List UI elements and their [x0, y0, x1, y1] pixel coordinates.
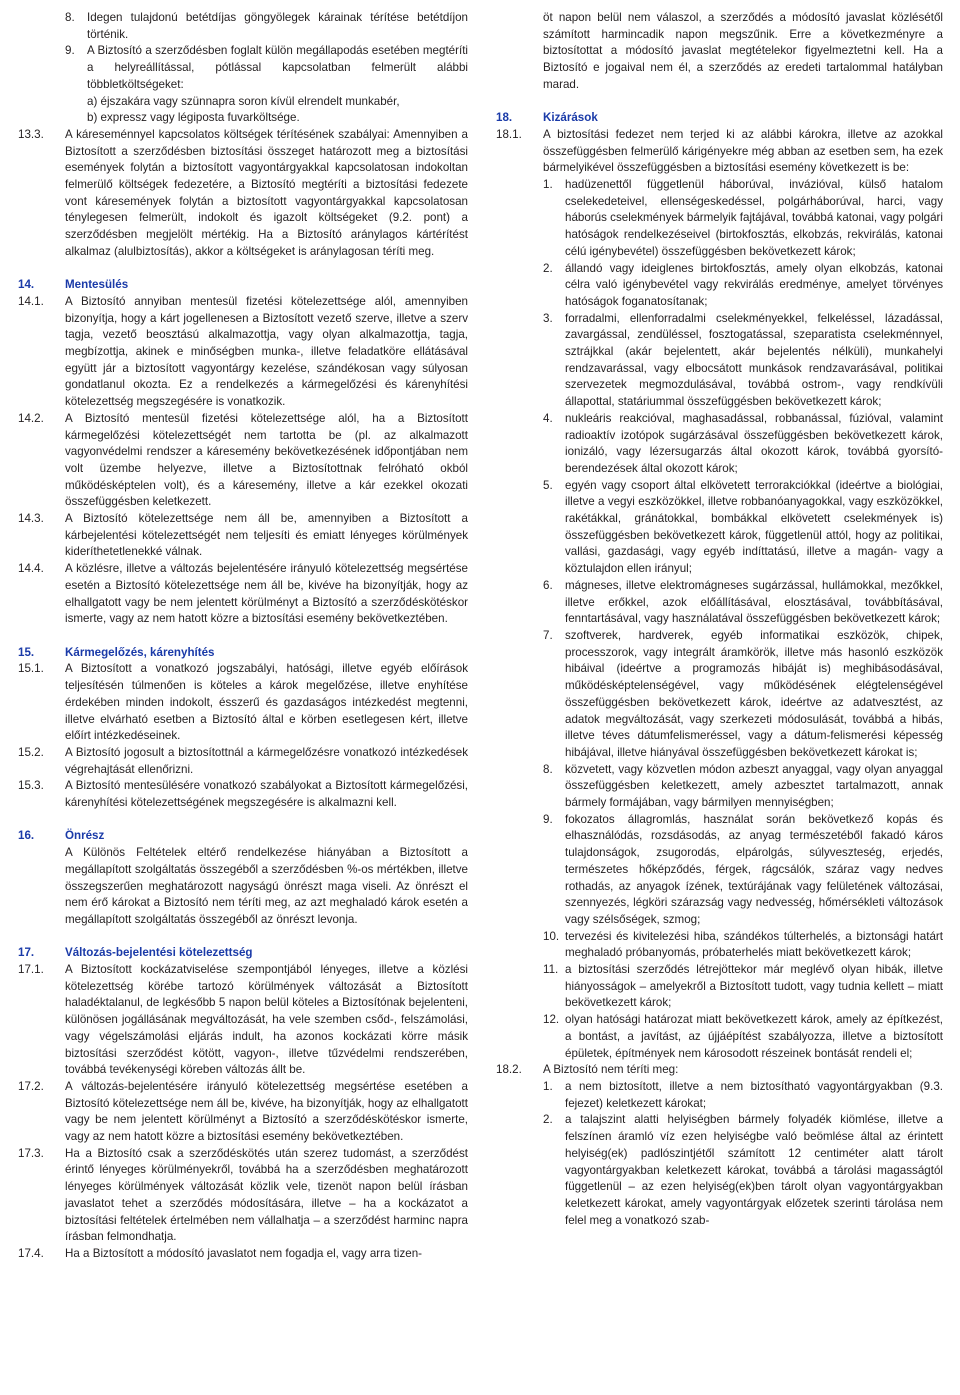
- list-item-number: 6.: [543, 578, 553, 592]
- list-item-number: 5.: [543, 478, 553, 492]
- non-covered-list: [543, 1079, 943, 1229]
- heading-title: Mentesülés: [65, 278, 129, 292]
- list-item-text: a talajszint alatti helyiségben bármely folyadék kiömlése, illetve a felszínen áramló víz ezen helyiségbe való beömlése által az érintett helyiség(ek) padlószintjétől számított 12 centiméter alatt tárolt vagyontárgyakban keletkezett károkat, továbbá a tárolási magasságtól függetlenül – az ezen helyiség(ek)ben tárolt olyan vagyontárgyakban keletkezett károkat, amely vagyontárgyak előzetek szerinti tárolása nem felel meg a vonatkozó szab-: [565, 1113, 943, 1227]
- section-text: A Biztosító kötelezettsége nem áll be, amennyiben a Biztosított a kárbejelentési kötelezettségét nem teljesíti és emiatt lényeges körülmények kideríthetetlenekké válnak.: [65, 512, 468, 559]
- list-item: [543, 177, 943, 261]
- section-number: 14.1.: [18, 294, 44, 308]
- list-item-text: közvetett, vagy közvetlen módon azbeszt anyaggal, vagy olyan anyaggal összefüggésben keletkezett, amely azbesztet tartalmazott, annak bármely formájában, vagy bármilyen mennyiségben;: [565, 762, 943, 810]
- section-text: A Biztosító jogosult a biztosítottnál a kármegelőzésre vonatkozó intézkedések végrehajtását ellenőrizni.: [65, 745, 468, 776]
- section-number: 18.2.: [496, 1063, 522, 1077]
- list-item: [543, 261, 943, 311]
- section-number: 14.2.: [18, 411, 44, 425]
- section-17-4-continuation: [496, 10, 943, 94]
- section-15-2: [18, 745, 468, 778]
- heading-number: 15.: [18, 645, 35, 659]
- section-number: 14.3.: [18, 512, 44, 526]
- section-15-1: [18, 661, 468, 745]
- list-item-number: 2.: [543, 261, 553, 275]
- list-item: [543, 311, 943, 411]
- list-item-number: 7.: [543, 629, 553, 642]
- section-14-1: [18, 294, 468, 411]
- heading-14: [18, 277, 468, 294]
- list-item-text: szoftverek, hardverek, egyéb informatikai eszközök, chipek, processzorok, vagy integrált áramkörök, illetve más hasonló eszközök hibáival (ideértve a programozás hibáját is) meghibásodásával, működésképtelenségével, vagy működésének elégtelenségével összefüggésben bekövetkezett károk, ideértve az adatvesztést, az adatok megváltozását, vagy szerkezeti módosulását, továbbá a hibás, illetve téves dátumfelismeréssel, vagy a dátum-felismerési képesség hibájával, illetve hiányával összefüggésben bekövetkezett károkat is;: [565, 629, 943, 759]
- list-item-number: 9.: [543, 812, 553, 826]
- list-item-number: 4.: [543, 411, 553, 425]
- section-text: A Biztosító mentesülésére vonatkozó szabályokat a Biztosított kármegelőzési, kárenyhítési kötelezettségének megszegésére is alkalmazni kell.: [65, 779, 468, 810]
- list-item: [543, 411, 943, 478]
- section-17-2: [18, 1079, 468, 1146]
- section-13-3: [18, 127, 468, 261]
- section-text: A Biztosított a vonatkozó jogszabályi, hatósági, illetve egyéb előírások teljesítésén túlmenően is köteles a károk megelőzése, illetve enyhítése érdekében minden indokolt, ésszerű és gazdaságos intézkedést megtenni, illetve elvárható esetben a Biztosító által e körben esetlegesen kért, illetve előírt intézkedéseinek.: [65, 662, 468, 743]
- section-number: 15.3.: [18, 779, 44, 793]
- heading-16: [18, 828, 468, 845]
- list-item: [543, 929, 943, 962]
- section-text: A Biztosított kockázatviselése szempontjából lényeges, illetve a közlési kötelezettség körébe tartozó körülmények változását a Biztosított haladéktalanul, de legkésőbb 5 napon belül köteles a Biztosítónak bejelenteni, különösen jogállásának megváltozását, ha vele szemben csőd-, felszámolási, vagy végelszámolási eljárás indult, ha azonos kockázati körre másik biztosítási szerződést kötött, vagyon-, illetve tűzvédelmi rendszerében, továbbá tevékenységi köreben változás állt be.: [65, 963, 468, 1077]
- section-number: 18.1.: [496, 127, 522, 141]
- list-item-text: forradalmi, ellenforradalmi cselekményekkel, felkeléssel, lázadással, zavargással, zendüléssel, fosztogatással, szeparatista cselekménnyel, sztrájkkal (akár bejelentett, akár bejelentés nélküli), munkahelyi rendzavarással, vagy elbocsátott munkások rendzavarásával, politikai szervezetek megmozdulásával, továbbá ostrom-, vagy rendkívüli állapottal, statáriummal összefüggésben bekövetkezett károk;: [565, 311, 943, 409]
- item-text: A Biztosító a szerződésben foglalt külön megállapodás esetében megtéríti a helyreállítással, pótlással kapcsolatban felmerült alábbi többletköltségeket:: [87, 44, 468, 91]
- section-intro: A biztosítási fedezet nem terjed ki az alábbi károkra, illetve az azokkal összefüggésben felmerülő kárigényekre még abban az esetben sem, ha ezek bármelyikével összefüggésben a biztosítási esemény következett is be:: [543, 127, 943, 175]
- heading-title: Önrész: [65, 829, 105, 843]
- section-text: A Biztosító mentesül fizetési kötelezettsége alól, ha a Biztosított kármegelőzési kötelezettségét nem tartotta be (pl. az alkalmazott vagyonvédelmi rendszer a káresemény bekövetkezésének időpontjában nem volt üzembe helyezve, illetve a Biztosítottnak felróható okból működésképtelen volt), és a káresemény, illetve a kár ezekkel okozati összefüggésben keletkezett.: [65, 411, 468, 509]
- list-item-text: mágneses, illetve elektromágneses sugárzással, hullámokkal, mezőkkel, illetve erőkkel, azok előállításával, elosztásával, továbbításával, fenntartásával, vagy használatával összefüggésben bekövetkezett károk;: [565, 578, 943, 626]
- section-number: 17.3.: [18, 1146, 44, 1160]
- section-text: A káreseménnyel kapcsolatos költségek térítésének szabályai: Amennyiben a Biztosított a szerződésben biztosítási összeget határozott meg a biztosítási események folytán a biztosított vagyontárgyakkal kapcsolatosan indokoltan felmerülő költségek fedezetére, a Biztosító megtéríti a biztosítási fedezete vont káresemények folytán a biztosított vagyontárgyakkal kapcsolatosan ténylegesen felmerült, indokolt és igazolt költségeket (9.2. pont) a szerződésben megjelölt mértékig. Ha a Biztosító aránylagos kártérítést alkalmaz (alulbiztosítás), akkor a költségeket is aránylagosan téríti meg.: [65, 127, 468, 258]
- subitem-9: [18, 43, 468, 127]
- section-number: 15.1.: [18, 662, 44, 676]
- list-item-text: a biztosítási szerződés létrejöttekor már meglévő olyan hibák, illetve hiányosságok – amelyekről a Biztosított tudott, vagy tudnia kellett – miatt bekövetkezett károk;: [565, 963, 943, 1010]
- section-17-1: [18, 962, 468, 1079]
- list-item: [543, 578, 943, 628]
- list-item: [543, 762, 943, 812]
- list-item-number: 10.: [543, 929, 560, 943]
- list-item: [543, 1012, 943, 1062]
- section-14-4: [18, 561, 468, 628]
- list-item-number: 1.: [543, 178, 553, 192]
- list-item-number: 3.: [543, 311, 553, 325]
- section-number: 17.1.: [18, 963, 44, 977]
- list-item-text: olyan hatósági határozat miatt bekövetkezett károk, amely az építkezést, a bontást, a javítást, az újjáépítést szabályozza, illetve a biztosított épületek, építmények nem károsodott részeinek bontását rendeli el;: [565, 1013, 943, 1060]
- exclusion-list: [543, 177, 943, 1062]
- section-text: A közlésre, illetve a változás bejelentésére irányuló kötelezettség megsértése esetén a Biztosító kötelezettsége nem áll be, kivéve ha bizonyítják, hogy az elhallgatott vagy be nem jelentett körülményt a Biztosító a szerződéskötéskor ismerte, vagy az nem hatott közre a biztosítási esemény bekövetkeztében.: [65, 562, 468, 626]
- section-intro: A Biztosító nem téríti meg:: [543, 1063, 679, 1077]
- heading-number: 14.: [18, 278, 35, 292]
- item-9b-text: b) expressz vagy légiposta fuvarköltsége.: [87, 111, 300, 125]
- right-column: [496, 10, 943, 1229]
- list-item-text: állandó vagy ideiglenes birtokfosztás, amely olyan elkobzás, katonai célra való igénybevétel vagy rekvirálás eredménye, amelyet törvényes hatóságok foganatosítanak;: [565, 261, 943, 308]
- section-text: A változás-bejelentésére irányuló kötelezettség megsértése esetében a Biztosító kötelezettsége nem áll be, kivéve, ha bizonyítják, hogy az elhallgatott vagy be nem jelentett körülményt a Biztosító a szerződéskötéskor ismerte, vagy az nem hatott közre a biztosítási esemény bekövetkeztében.: [65, 1079, 468, 1144]
- item-number: 8.: [65, 11, 75, 24]
- list-item: [543, 478, 943, 578]
- section-text: A Biztosító annyiban mentesül fizetési kötelezettsége alól, amennyiben bizonyítja, hogy a kárt jogellenesen a Biztosított vezető szerve, illetve a szerv tagja, vezető beosztású alkalmazottja, vagy olyan alkalmazottja, tagja, megbízottja, akinek e minőségben munka-, illetve feladatköre ellátásával együtt jár a biztosított vagyontárgy kezelése, szándékosan vagy súlyosan gondatlanul okozta. Ez a rendelkezés a kármegelőzési és kárenyhítési kötelezettség megszegésére is vonatkozik.: [65, 294, 468, 409]
- section-18-1: [496, 127, 943, 1062]
- list-item: [543, 812, 943, 929]
- list-item-number: 11.: [543, 963, 559, 977]
- section-number: 17.2.: [18, 1079, 44, 1093]
- subitem-8: [18, 10, 468, 43]
- section-text: öt napon belül nem válaszol, a szerződés a módosító javaslat közlésétől számított harmincadik napon megszűnik. Erre a következményre a biztosítottat a módosító javaslat megtételekor figyelmeztetni kell. Ha a Biztosító e jogaival nem él, a szerződés az eredeti tartalommal hatályban marad.: [543, 11, 943, 91]
- heading-18: [496, 110, 943, 127]
- list-item: [543, 1112, 943, 1229]
- heading-15: [18, 645, 468, 662]
- left-column: [18, 10, 468, 1263]
- section-number: 17.4.: [18, 1246, 44, 1260]
- section-17-4: [18, 1246, 468, 1263]
- heading-number: 16.: [18, 829, 35, 843]
- heading-title: Kármegelőzés, kárenyhítés: [65, 645, 215, 659]
- section-text: Ha a Biztosított a módosító javaslatot nem fogadja el, vagy arra tizen-: [65, 1246, 423, 1260]
- list-item-text: a nem biztosított, illetve a nem biztosítható vagyontárgyakban (9.3. fejezet) keletkezett károkat;: [565, 1079, 943, 1110]
- list-item-text: nukleáris reakcióval, maghasadással, robbanással, fúzióval, valamint radioaktív izotópok sugárzásával összefüggésben bekövetkezett károk, ionizáló, vagy lézersugarzás által okozott károk, továbbá gyorsító-berendezések által okozott károk;: [565, 411, 943, 475]
- item-9a-text: a) éjszakára vagy szünnapra soron kívül elrendelt munkabér,: [87, 94, 400, 108]
- heading-number: 18.: [496, 111, 513, 125]
- section-17-3: [18, 1146, 468, 1246]
- list-item-text: fokozatos állagromlás, használat során bekövetkező kopás és elhasználódás, rozsdásodás, az anyag természetéből fakadó káros tulajdonságok, zsugorodás, elpárolgás, súlyveszteség, erjedés, természetes hőképződés, férgek, rágcsálók, száraz vagy nedves rothadás, az anyagok ízének, textúrájának vagy felületének változásai, szennyezés, légköri szárazság vagy nedvesség, hőmérsékleti változások vagy szélsőségek, szmog;: [565, 812, 943, 926]
- section-text: Ha a Biztosító csak a szerződéskötés után szerez tudomást, a szerződést érintő lényeges körülményekről, továbbá ha a szerződésben meghatározott lényeges körülmények változását közlik vele, tizenöt napon belül írásban javaslatot tehet a szerződés módosítására, illetve – ha a kockázatot a biztosítási feltételek értelmében nem vállalhatja – a szerződést harminc napra írásban felmondhatja.: [65, 1146, 468, 1244]
- heading-17: [18, 945, 468, 962]
- section-14-2: [18, 411, 468, 511]
- section-15-3: [18, 778, 468, 811]
- item-text: Idegen tulajdonú betétdíjas göngyölegek kárainak térítése betétdíjon történik.: [87, 11, 468, 41]
- section-number: 15.2.: [18, 745, 44, 759]
- list-item-number: 8.: [543, 762, 553, 776]
- list-item: [543, 962, 943, 1012]
- section-14-3: [18, 511, 468, 561]
- list-item-number: 2.: [543, 1113, 553, 1127]
- section-18-2: [496, 1062, 943, 1229]
- heading-number: 17.: [18, 946, 35, 960]
- list-item-text: hadüzenettől függetlenül háborúval, invázióval, külső hatalom cselekedeteivel, ellenségeskedéssel, polgárháborúval, harci, vagy háborús cselekmények bármelyik fajtájával, továbbá katonai, vagy polgári hatóságok rendelkezéseivel (birtokfosztás, elkobzás, rekvirálás, katonai célú igénybevétel) összefüggésben bekövetkezett károk;: [565, 178, 943, 258]
- heading-title: Változás-bejelentési kötelezettség: [65, 946, 253, 960]
- list-item-number: 1.: [543, 1079, 553, 1093]
- section-text: A Különös Feltételek eltérő rendelkezése hiányában a Biztosított a megállapított szolgáltatás összegéből a szerződésben %-os mértékben, illetve összegszerűen meghatározott nagyságú önrészt maga viseli. Az önrészt el nem érő károkat a Biztosító nem téríti meg, az azt meghaladó károk esetén a megállapított szolgáltatás összegéből az önrészt levonja.: [65, 846, 468, 926]
- heading-title: Kizárások: [543, 111, 598, 125]
- list-item: [543, 1079, 943, 1112]
- list-item-text: tervezési és kivitelezési hiba, szándékos túlterhelés, a biztonsági határt meghaladó próbanyomás, próbaterhelés miatt bekövetkezett károk;: [565, 929, 943, 960]
- item-number: 9.: [65, 44, 75, 58]
- list-item-number: 12.: [543, 1013, 560, 1027]
- list-item: [543, 628, 943, 762]
- section-number: 13.3.: [18, 127, 44, 141]
- section-number: 14.4.: [18, 562, 44, 576]
- section-16: [18, 845, 468, 929]
- list-item-text: egyén vagy csoport által elkövetett terrorakciókkal (ideértve a biológiai, illetve a vegyi eszközökkel, illetve robbanóanyagokkal, vagy eszközökkel, rakétákkal, gránátokkal, bombákkal elkövetett cselekmények is) összefüggésben bekövetkezett károk, függetlenül attól, hogy az politikai, vallási, gazdasági, vagy egyéb indíttatású, illetve a magán- vagy a köztulajdon ellen irányul;: [565, 478, 943, 576]
